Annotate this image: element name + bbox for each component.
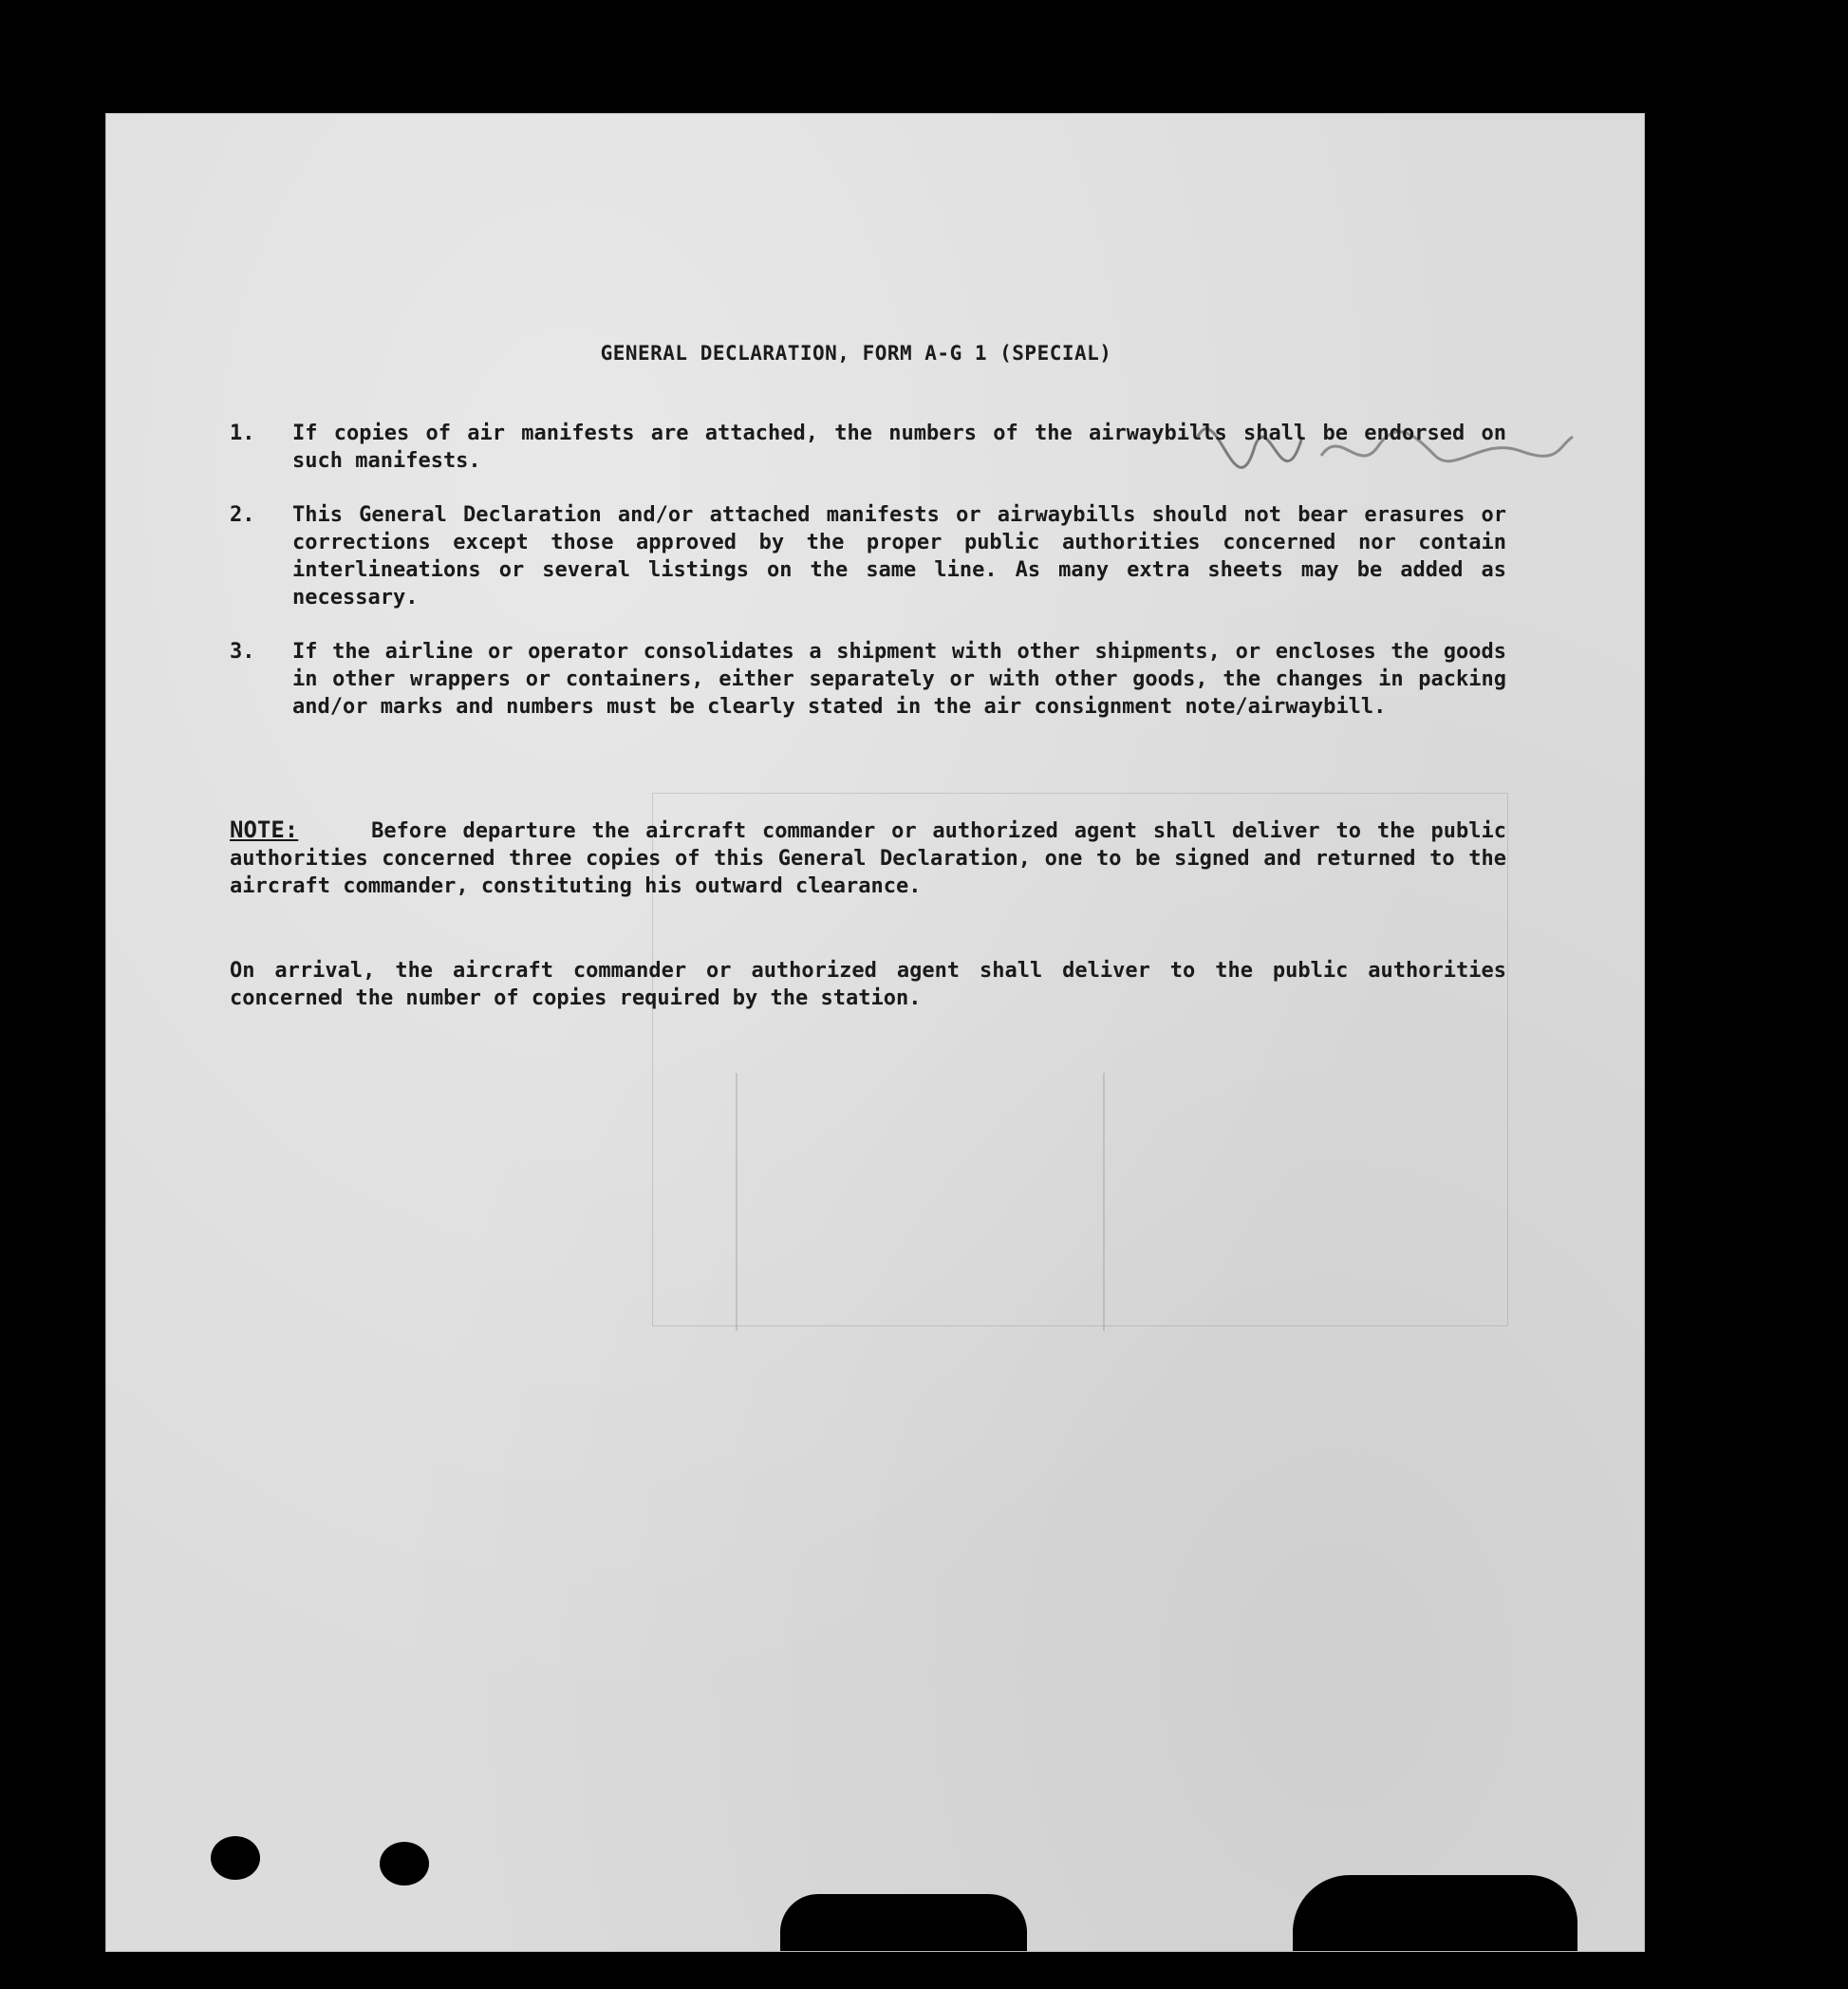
torn-edge bbox=[1293, 1875, 1577, 1951]
list-item bbox=[230, 420, 1506, 475]
document-page bbox=[106, 114, 1644, 1951]
instruction-list bbox=[230, 420, 1506, 747]
list-item bbox=[230, 638, 1506, 721]
bleed-through-divider bbox=[736, 1073, 737, 1331]
arrival-paragraph: On arrival, the aircraft commander or authorized agent shall deliver to the public authorities concerned the number of copies required by the station. bbox=[230, 959, 1506, 1010]
document-title: GENERAL DECLARATION, FORM A-G 1 (SPECIAL) bbox=[600, 342, 1112, 365]
item-number: 2. bbox=[230, 503, 255, 527]
bleed-through-divider bbox=[1103, 1073, 1105, 1331]
item-number: 1. bbox=[230, 422, 255, 445]
item-text: If the airline or operator consolidates a shipment with other shipments, or encloses the goods in other wrappers or containers, either separately or with other goods, the changes in packing and/or marks and numbers must be clearly stated in the air consignment note/airwaybill. bbox=[292, 640, 1506, 719]
item-number: 3. bbox=[230, 640, 255, 664]
note-paragraph bbox=[230, 816, 1506, 900]
note-label: NOTE: bbox=[230, 816, 299, 843]
torn-edge bbox=[780, 1894, 1027, 1951]
note-text: Before departure the aircraft commander or authorized agent shall deliver to the public authorities concerned three copies of this General Declaration, one to be signed and returned to the aircraft commander, constituting his outward clearance. bbox=[230, 819, 1506, 898]
item-text: This General Declaration and/or attached manifests or airwaybills should not bear erasures or corrections except those approved by the proper public authorities concerned nor contain interlineations or several listings on the same line. As many extra sheets may be added as necessary. bbox=[292, 503, 1506, 610]
punch-hole bbox=[211, 1836, 260, 1880]
list-item bbox=[230, 501, 1506, 611]
item-text: If copies of air manifests are attached, the numbers of the airwaybills shall be endorsed on such manifests. bbox=[292, 422, 1506, 473]
punch-hole bbox=[380, 1842, 429, 1886]
